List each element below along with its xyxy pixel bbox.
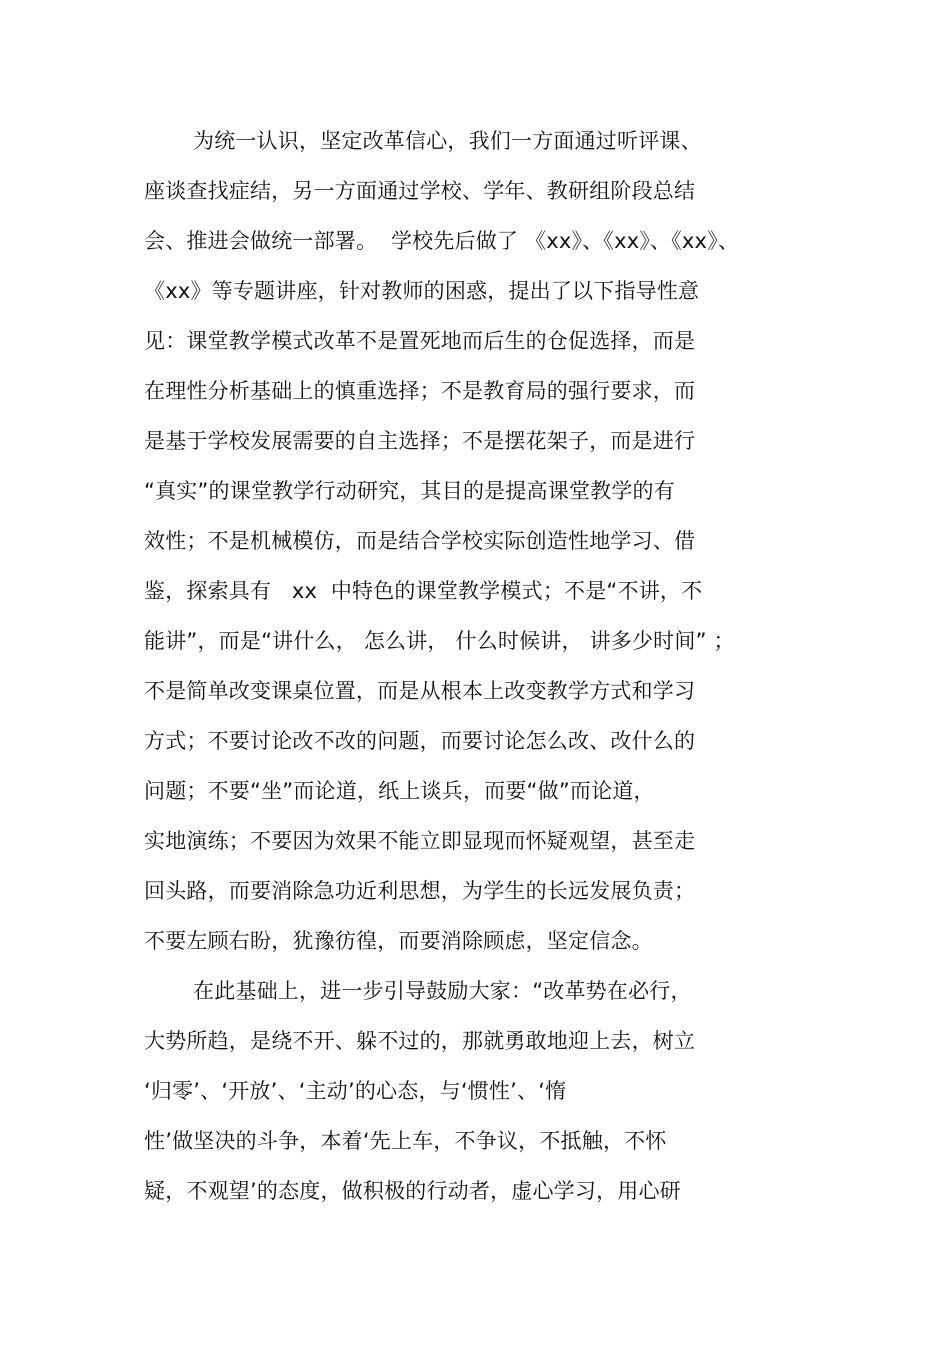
text-line: 是基于学校发展需要的自主选择；不是摆花架子，而是进行 — [144, 429, 696, 453]
text-line: 大势所趋，是绕不开、躲不过的，那就勇敢地迎上去，树立 — [144, 1029, 696, 1053]
text-line: 性’做坚决的斗争，本着‘先上车，不争议，不抵触，不怀 — [144, 1129, 667, 1153]
text-line: 不要左顾右盼，犹豫彷徨，而要消除顾虑，坚定信念。 — [144, 929, 653, 953]
text-line: 实地演练；不要因为效果不能立即显现而怀疑观望，甚至走 — [144, 829, 696, 853]
text-line: 在此基础上，进一步引导鼓励大家：“改革势在必行， — [193, 979, 692, 1003]
text-line: 问题；不要“坐”而论道，纸上谈兵，而要“做”而论道， — [144, 779, 655, 803]
text-line: 鉴，探索具有 xx 中特色的课堂教学模式；不是“不讲，不 — [144, 579, 703, 603]
text-line: ‘归零’、‘开放’、‘主动’的心态，与‘惯性’、‘惰 — [144, 1079, 567, 1103]
text-line: 方式；不要讨论改不改的问题，而要讨论怎么改、改什么的 — [144, 729, 696, 753]
text-line: 《xx》等专题讲座，针对教师的困惑，提出了以下指导性意 — [144, 279, 700, 303]
text-line: 效性；不是机械模仿，而是结合学校实际创造性地学习、借 — [144, 529, 696, 553]
text-line: 为统一认识，坚定改革信心，我们一方面通过听评课、 — [193, 129, 702, 153]
text-line: 能讲”，而是“讲什么， 怎么讲， 什么时候讲， 讲多少时间” ； — [144, 629, 735, 653]
text-line: 在理性分析基础上的慎重选择；不是教育局的强行要求，而 — [144, 379, 696, 403]
text-line: 见：课堂教学模式改革不是置死地而后生的仓促选择，而是 — [144, 329, 696, 353]
text-line: 不是简单改变课桌位置，而是从根本上改变教学方式和学习 — [144, 679, 696, 703]
text-line: 座谈查找症结，另一方面通过学校、学年、教研组阶段总结 — [144, 179, 696, 203]
text-line: 疑，不观望’的态度，做积极的行动者，虚心学习，用心研 — [144, 1179, 681, 1203]
text-line: 回头路，而要消除急功近利思想，为学生的长远发展负责； — [144, 879, 696, 903]
text-line: 会、推进会做统一部署。 学校先后做了 《xx》、《xx》、《xx》、 — [144, 229, 740, 253]
text-line: “真实”的课堂教学行动研究，其目的是提高课堂教学的有 — [144, 479, 675, 503]
